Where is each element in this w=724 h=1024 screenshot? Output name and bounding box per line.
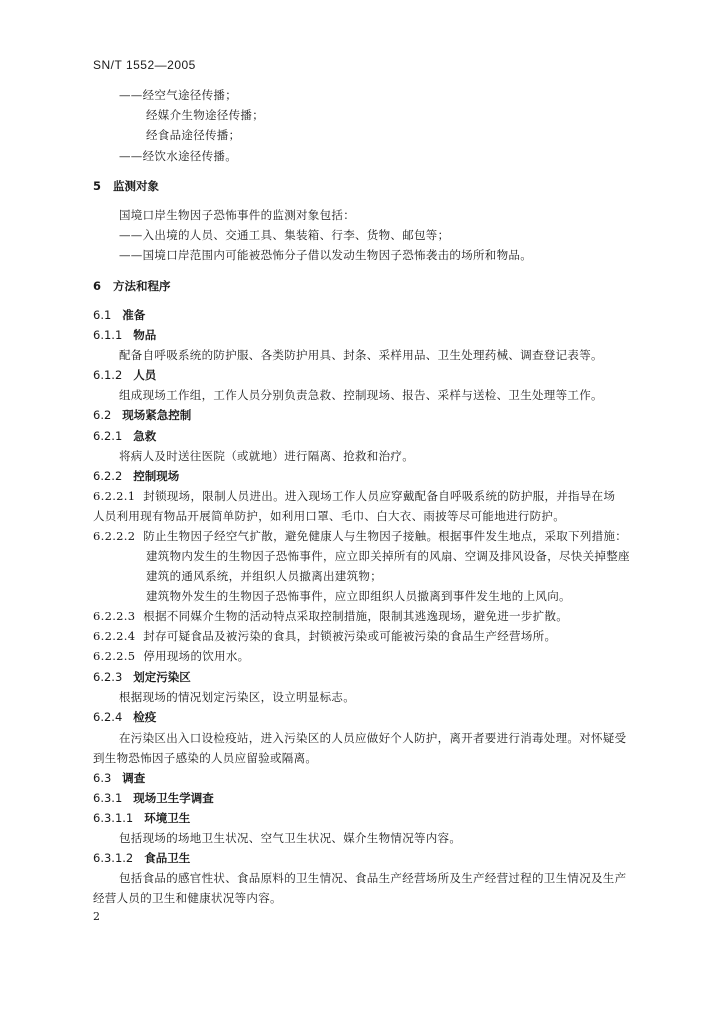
section-title: 急救 <box>133 429 157 443</box>
section-number: 5 <box>93 179 102 193</box>
section-title: 物品 <box>133 328 157 342</box>
text-line: 包括现场的场地卫生状况、空气卫生状况、媒介生物情况等内容。 <box>119 831 462 845</box>
section-number: 6.2.2 <box>93 469 123 483</box>
section-title: 人员 <box>133 368 157 382</box>
section-heading-6-2-3 <box>93 668 191 686</box>
clause-6-2-2-3 <box>93 607 568 625</box>
section-heading-6 <box>93 277 171 295</box>
text-line: 经食品途径传播； <box>146 128 241 142</box>
section-number: 6.1.1 <box>93 328 123 342</box>
text-line: 包括食品的感官性状、食品原料的卫生情况、食品生产经营场所及生产经营过程的卫生情况及生产 <box>119 871 627 885</box>
clause-number: 6.2.2.1 <box>93 489 136 503</box>
text-line: ——入出境的人员、交通工具、集装箱、行李、货物、邮包等； <box>119 228 450 242</box>
clause-number: 6.2.2.5 <box>93 649 136 663</box>
section-number: 6.2.3 <box>93 670 123 684</box>
section-title: 现场紧急控制 <box>122 408 192 422</box>
text-line: 根据现场的情况划定污染区，设立明显标志。 <box>119 690 355 704</box>
section-title: 划定污染区 <box>133 670 191 684</box>
section-number: 6.2.1 <box>93 429 123 443</box>
section-heading-6-1-2 <box>93 366 156 384</box>
section-number: 6.2.4 <box>93 710 123 724</box>
clause-text: 封锁现场，限制人员进出。进入现场工作人员应穿戴配备自呼吸系统的防护服，并指导在场 <box>143 489 616 503</box>
section-heading-6-2-1 <box>93 427 156 445</box>
section-number: 6.2 <box>93 408 112 422</box>
text-line: 经媒介生物途径传播； <box>146 108 264 122</box>
text-line: 人员利用现有物品开展简单防护，如利用口罩、毛巾、白大衣、雨披等尽可能地进行防护。 <box>93 509 565 523</box>
standard-code-header: SN/T 1552—2005 <box>93 58 196 72</box>
text-line: ——国境口岸范围内可能被恐怖分子借以发动生物因子恐怖袭击的场所和物品。 <box>119 248 532 262</box>
clause-text: 停用现场的饮用水。 <box>143 649 250 663</box>
text-line: 到生物恐怖因子感染的人员应留验或隔离。 <box>93 751 318 765</box>
section-number: 6.1.2 <box>93 368 123 382</box>
section-title: 环境卫生 <box>144 811 191 825</box>
section-number: 6.3.1 <box>93 791 123 805</box>
clause-6-2-2-1 <box>93 487 615 505</box>
text-line: 配备自呼吸系统的防护服、各类防护用具、封条、采样用品、卫生处理药械、调查登记表等。 <box>119 348 603 362</box>
clause-text: 封存可疑食品及被污染的食具，封锁被污染或可能被污染的食品生产经营场所。 <box>143 629 557 643</box>
section-heading-6-2 <box>93 406 191 424</box>
section-title: 方法和程序 <box>113 279 171 293</box>
clause-number: 6.2.2.4 <box>93 629 136 643</box>
section-number: 6 <box>93 279 102 293</box>
section-number: 6.3 <box>93 771 112 785</box>
section-heading-6-1-1 <box>93 326 156 344</box>
text-line: 经营人员的卫生和健康状况等内容。 <box>93 891 282 905</box>
section-heading-6-1 <box>93 306 145 324</box>
clause-number: 6.2.2.2 <box>93 529 136 543</box>
clause-6-2-2-4 <box>93 627 556 645</box>
text-line: 建筑物外发生的生物因子恐怖事件，应立即组织人员撤离到事件发生地的上风向。 <box>146 589 571 603</box>
section-title: 控制现场 <box>133 469 180 483</box>
clause-number: 6.2.2.3 <box>93 609 136 623</box>
clause-6-2-2-2 <box>93 527 627 545</box>
section-title: 检疫 <box>133 710 157 724</box>
text-line: 将病人及时送往医院（或就地）进行隔离、抢救和治疗。 <box>119 449 414 463</box>
section-title: 食品卫生 <box>144 851 191 865</box>
clause-text: 防止生物因子经空气扩散，避免健康人与生物因子接触。根据事件发生地点，采取下列措施： <box>143 529 628 543</box>
section-number: 6.3.1.1 <box>93 811 134 825</box>
text-line: 在污染区出入口设检疫站，进入污染区的人员应做好个人防护，离开者要进行消毒处理。对怀疑受 <box>119 731 627 745</box>
text-line: ——经饮水途径传播。 <box>119 149 237 163</box>
section-number: 6.1 <box>93 308 112 322</box>
section-title: 现场卫生学调查 <box>133 791 214 805</box>
section-title: 监测对象 <box>113 179 160 193</box>
text-line: ——经空气途径传播； <box>119 88 237 102</box>
section-title: 调查 <box>122 771 146 785</box>
section-heading-6-2-4 <box>93 708 156 726</box>
text-line: 国境口岸生物因子恐怖事件的监测对象包括： <box>119 208 355 222</box>
section-heading-5 <box>93 177 159 195</box>
section-heading-6-3-1-1 <box>93 809 190 827</box>
section-number: 6.3.1.2 <box>93 851 134 865</box>
page-number: 2 <box>93 910 100 923</box>
section-heading-6-3-1-2 <box>93 849 190 867</box>
text-line: 建筑的通风系统，并组织人员撤离出建筑物； <box>146 569 382 583</box>
section-heading-6-3 <box>93 769 145 787</box>
clause-6-2-2-5 <box>93 647 249 665</box>
text-line: 组成现场工作组，工作人员分别负责急救、控制现场、报告、采样与送检、卫生处理等工作。 <box>119 388 603 402</box>
section-heading-6-2-2 <box>93 467 179 485</box>
text-line: 建筑物内发生的生物因子恐怖事件，应立即关掉所有的风扇、空调及排风设备，尽快关掉整座 <box>146 549 630 563</box>
section-title: 准备 <box>122 308 146 322</box>
clause-text: 根据不同媒介生物的活动特点采取控制措施，限制其逃逸现场，避免进一步扩散。 <box>143 609 569 623</box>
section-heading-6-3-1 <box>93 789 214 807</box>
